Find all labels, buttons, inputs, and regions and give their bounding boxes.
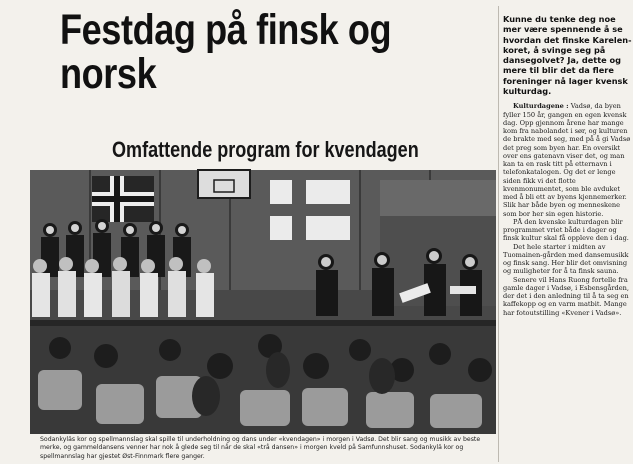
column-paragraph: Senere vil Hans Ruong fortelle fra gamle dager i Vadsø, i Esbensgården, der det i den anledning til å ta seg en kaffekopp og en varm matbit. Mange har fotoutstilling «Kvener i Vadsø». — [503, 275, 630, 317]
headline: Festdag på finsk og norsk — [60, 6, 392, 98]
article-photo — [30, 170, 496, 434]
finnish-flag-icon — [270, 180, 350, 240]
column-paragraph: Kulturdagene : Vadsø, da byen fyller 150 år, gangen en egen kvensk dag. Opp gjennom årene har mange kom fra nabolandet i sør, og kulturen de brakte med seg, med på å gi Vadsø det preg som byen har. En oversikt over ens gatenavn viser det, og man kan ta en rask titt på etternavn i telefonkatalogen. Og det er lenge siden fikk vi det flotte kvenmonumentet, som ble avduket med å bli ett av byens kjennemerker. Slik har både byen og menneskene som bor her sin egen historie. — [503, 102, 631, 218]
photo-illustration — [30, 170, 496, 434]
subheadline: Omfattende program for kvendagen — [112, 137, 419, 162]
photo-caption: Sodankyläs kor og spellmannslag skal spille til underholdning og dans under «kvendagen» i morgen i Vadsø. Det blir sang og musikk av beste merke, og gammeldansens venner har nok å glede seg til når de skal «trå dansen» i morgen kveld på Samfunnshuset. Sodankylä kor og spellmannslag har gjestet Øst-Finnmark flere ganger. — [40, 436, 481, 460]
norwegian-flag-icon — [92, 176, 154, 222]
column-divider — [498, 6, 499, 462]
backboard — [198, 170, 250, 198]
column-paragraph: PÅ den kvenske kulturdagen blir programmet vriet både i dager og finsk kultur skal få oppleve den i dag. — [503, 217, 629, 243]
column-paragraph: Det hele starter i midten av Tuomainen-gården med dansemusikk og finsk sang. Her blir det omvisning og muligheter for å ta finsk sauna. — [503, 242, 629, 276]
adjacent-article-column — [503, 14, 632, 464]
column-lead: Kunne du tenke deg noe mer være spennende å se hvordan det finske Karelen-koret, å svinge seg på dansegolvet? Ja, dette og mere til blir det da flere foreninger nå lager kvensk kulturdag. — [503, 14, 632, 97]
